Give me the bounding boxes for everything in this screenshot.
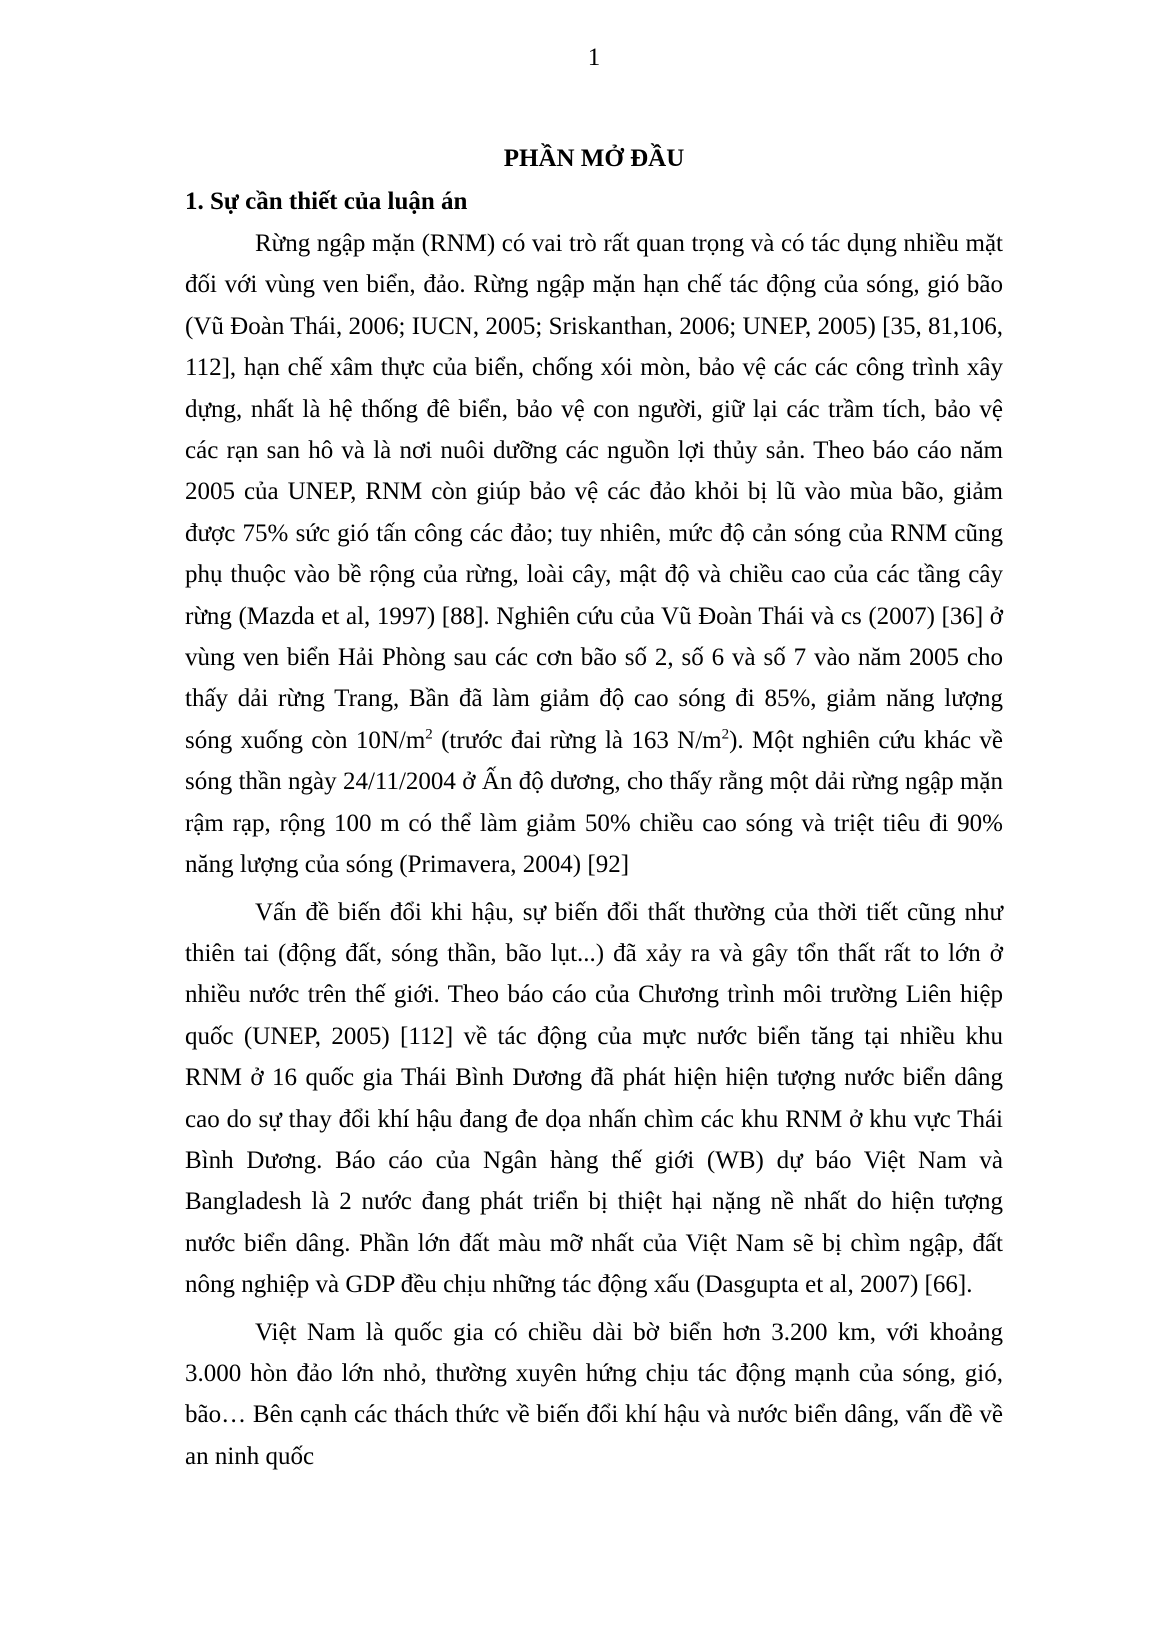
part-title: PHẦN MỞ ĐẦU	[503, 145, 685, 172]
paragraph-2: Vấn đề biến đổi khi hậu, sự biến đổi thất thường của thời tiết cũng như thiên tai (động đất, sóng thần, bão lụt...) đã xảy ra và gây tổn thất rất to lớn ở nhiều nước trên thế giới. Theo báo cáo của Chương trình môi trường Liên hiệp quốc (UNEP, 2005) [112] về tác động của mực nước biển tăng tại nhiều khu RNM ở 16 quốc gia Thái Bình Dương đã phát hiện hiện tượng nước biển dâng cao do sự thay đổi khí hậu đang đe dọa nhấn chìm các khu RNM ở khu vực Thái Bình Dương. Báo cáo của Ngân hàng thế giới (WB) dự báo Việt Nam và Bangladesh là 2 nước đang phát triển bị thiệt hại nặng nề nhất do hiện tượng nước biển dâng. Phần lớn đất màu mỡ nhất của Việt Nam sẽ bị chìm ngập, đất nông nghiệp và GDP đều chịu những tác động xấu (Dasgupta et al, 2007) [66].	[185, 898, 1003, 1299]
paragraph-1-text-b: (trước đai rừng là 163 N/m	[432, 726, 722, 754]
superscript-2-a: 2	[425, 726, 433, 743]
body-content	[185, 181, 1003, 1483]
page-number: 1	[587, 44, 601, 71]
paragraph-1	[185, 223, 1003, 886]
paragraph-3: Việt Nam là quốc gia có chiều dài bờ biển hơn 3.200 km, với khoảng 3.000 hòn đảo lớn nhỏ, thường xuyên hứng chịu tác động mạnh của sóng, gió, bão… Bên cạnh các thách thức về biến đổi khí hậu và nước biển dâng, vấn đề về an ninh quốc	[185, 1318, 1003, 1470]
paragraph-1-text-a: Rừng ngập mặn (RNM) có vai trò rất quan trọng và có tác dụng nhiều mặt đối với vùng ven biển, đảo. Rừng ngập mặn hạn chế tác động của sóng, gió bão (Vũ Đoàn Thái, 2006; IUCN, 2005; Sriskanthan, 2006; UNEP, 2005) [35, 81,106, 112], hạn chế xâm thực của biển, chống xói mòn, bảo vệ các các công trình xây dựng, nhất là hệ thống đê biển, bảo vệ con người, giữ lại các trầm tích, bảo vệ các rạn san hô và là nơi nuôi dưỡng các nguồn lợi thủy sản. Theo báo cáo năm 2005 của UNEP, RNM còn giúp bảo vệ các đảo khỏi bị lũ vào mùa bão, giảm được 75% sức gió tấn công các đảo; tuy nhiên, mức độ cản sóng của RNM cũng phụ thuộc vào bề rộng của rừng, loài cây, mật độ và chiều cao của các tầng cây rừng (Mazda et al, 1997) [88]. Nghiên cứu của Vũ Đoàn Thái và cs (2007) [36] ở vùng ven biển Hải Phòng sau các cơn bão số 2, số 6 và số 7 vào năm 2005 cho thấy dải rừng Trang, Bần đã làm giảm độ cao sóng đi 85%, giảm năng lượng sóng xuống còn 10N/m	[185, 230, 1003, 754]
superscript-2-b: 2	[721, 726, 730, 743]
paragraph-1-text-c: ). Một nghiên cứu khác về sóng thần ngày 24/11/2004 ở Ấn độ dương, cho thấy rằng một dải rừng ngập mặn rậm rạp, rộng 100 m có thể làm giảm 50% chiều cao sóng và triệt tiêu đi 90% năng lượng của sóng (Primavera, 2004) [92]	[185, 726, 1003, 879]
section-heading: 1. Sự cần thiết của luận án	[185, 188, 468, 215]
